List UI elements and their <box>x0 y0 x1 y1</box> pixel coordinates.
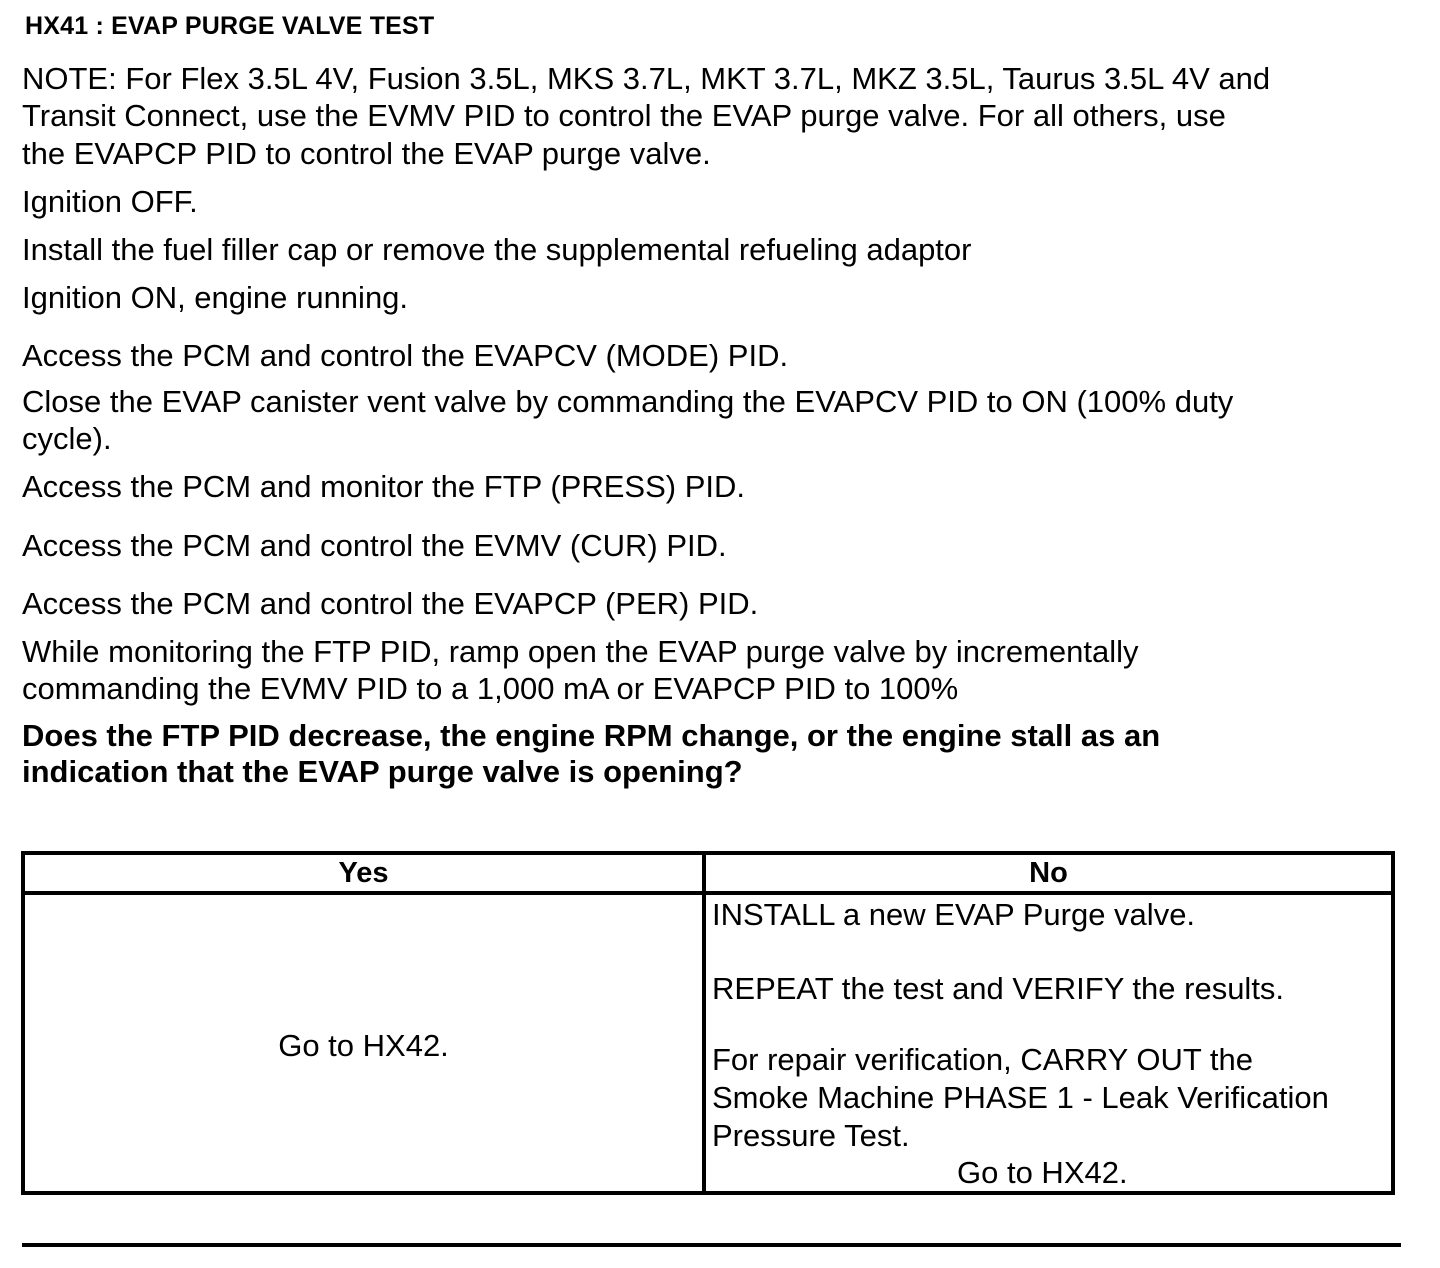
note-line-3: the EVAPCP PID to control the EVAP purge valve. <box>22 136 711 171</box>
step-ignition-on: Ignition ON, engine running. <box>22 280 409 315</box>
step-ramp-line-1: While monitoring the FTP PID, ramp open the EVAP purge valve by incrementally <box>22 634 1139 669</box>
result-table <box>21 851 1395 1195</box>
no-action-verify-line-3: Pressure Test. <box>712 1118 910 1153</box>
question-line-2: indication that the EVAP purge valve is opening? <box>22 754 743 789</box>
no-header: No <box>704 853 1393 893</box>
no-action-repeat: REPEAT the test and VERIFY the results. <box>712 971 1285 1006</box>
yes-action: Go to HX42. <box>278 1028 449 1063</box>
note-line-2: Transit Connect, use the EVMV PID to control the EVAP purge valve. For all others, use <box>22 98 1226 133</box>
footer-divider <box>22 1243 1401 1247</box>
note-line-1: NOTE: For Flex 3.5L 4V, Fusion 3.5L, MKS 3.7L, MKT 3.7L, MKZ 3.5L, Taurus 3.5L 4V and <box>22 61 1271 96</box>
no-action-goto: Go to HX42. <box>957 1155 1128 1190</box>
question-line-1: Does the FTP PID decrease, the engine RPM change, or the engine stall as an <box>22 718 1161 753</box>
step-access-evapcv: Access the PCM and control the EVAPCV (MODE) PID. <box>22 338 789 373</box>
no-action-install: INSTALL a new EVAP Purge valve. <box>712 897 1196 932</box>
step-close-vent-line-1: Close the EVAP canister vent valve by commanding the EVAPCV PID to ON (100% duty <box>22 384 1234 419</box>
yes-header: Yes <box>23 853 704 893</box>
no-action-verify-line-1: For repair verification, CARRY OUT the <box>712 1042 1253 1077</box>
step-install-cap: Install the fuel filler cap or remove the supplemental refueling adaptor <box>22 232 972 267</box>
step-monitor-ftp: Access the PCM and monitor the FTP (PRESS) PID. <box>22 469 746 504</box>
step-access-evmv: Access the PCM and control the EVMV (CUR) PID. <box>22 528 727 563</box>
yes-action-cell <box>23 893 704 1193</box>
page-title: HX41 : EVAP PURGE VALVE TEST <box>25 12 435 40</box>
no-action-cell <box>704 893 1393 1193</box>
step-ramp-line-2: commanding the EVMV PID to a 1,000 mA or EVAPCP PID to 100% <box>22 671 959 706</box>
step-ignition-off: Ignition OFF. <box>22 184 198 219</box>
no-action-verify-line-2: Smoke Machine PHASE 1 - Leak Verification <box>712 1080 1329 1115</box>
step-access-evapcp: Access the PCM and control the EVAPCP (PER) PID. <box>22 586 759 621</box>
step-close-vent-line-2: cycle). <box>22 421 112 456</box>
